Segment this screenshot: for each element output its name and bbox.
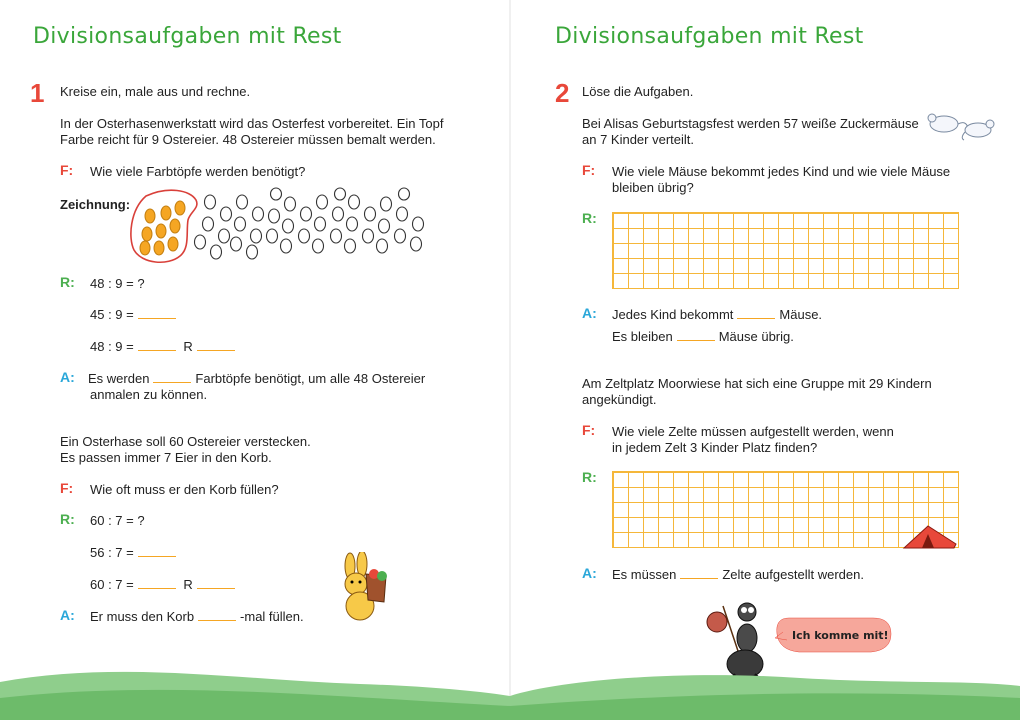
blank-field[interactable] [138,544,176,557]
task-number-1: 1 [30,78,45,108]
calc2-line2: 56 : 7 = [90,544,180,561]
answer-label: A: [60,607,75,623]
calc-label: R: [582,210,597,226]
left-page-title: Divisionsaufgaben mit Rest [33,24,342,49]
task-number-2: 2 [555,78,570,108]
answer2-line: Er muss den Korb -mal füllen. [90,609,304,624]
calc-label: R: [60,274,75,290]
calc-label: R: [60,511,75,527]
task1-instruction: Kreise ein, male aus und rechne. [60,84,251,99]
question-label: F: [582,162,596,178]
blank-field[interactable] [198,608,236,621]
question1-text: Wie viele Farbtöpfe werden benötigt? [90,164,306,179]
story4-line1: Am Zeltplatz Moorwiese hat sich eine Gruppe mit 29 Kindern [582,376,932,391]
story1-line2: Farbe reicht für 9 Ostereier. 48 Ostereier müssen bemalt werden. [60,132,436,147]
story3-line1: Bei Alisas Geburtstagsfest werden 57 weiße Zuckermäuse [582,116,919,131]
right-page-title: Divisionsaufgaben mit Rest [555,24,864,49]
answer4-line: Es müssen Zelte aufgestellt werden. [612,567,864,582]
story2-line1: Ein Osterhase soll 60 Ostereier verstecken. [60,434,311,449]
story4-line2: angekündigt. [582,392,657,407]
calc1-line2: 45 : 9 = [90,306,180,323]
drawing-label: Zeichnung: [60,197,131,212]
story1-line1: In der Osterhasenwerkstatt wird das Osterfest vorbereitet. Ein Topf [60,116,444,131]
speech-text: Ich komme mit! [792,629,889,642]
answer3-line2: Es bleiben Mäuse übrig. [612,329,794,344]
answer3-line1: Jedes Kind bekommt Mäuse. [612,307,823,322]
calc1-line1: 48 : 9 = ? [90,276,145,291]
answer-label: A: [582,305,597,321]
blank-field[interactable] [737,306,775,319]
question3-line2: bleiben übrig? [612,180,694,195]
eggs-drawing[interactable] [128,186,438,266]
right-page [510,0,1020,720]
calc1-line3: 48 : 9 = R [90,338,239,355]
easter-bunny-icon [330,552,392,624]
story2-line2: Es passen immer 7 Eier in den Korb. [60,450,272,465]
question4-line1: Wie viele Zelte müssen aufgestellt werden, wenn [612,424,894,439]
question4-line2: in jedem Zelt 3 Kinder Platz finden? [612,440,818,455]
question3-line1: Wie viele Mäuse bekommt jedes Kind und wie viele Mäuse [612,164,951,179]
hills-footer [0,640,1020,720]
sugar-mice-icon [922,108,1002,142]
tent-icon [900,522,960,550]
answer1-line2: anmalen zu können. [90,387,208,402]
blank-field[interactable] [677,328,715,341]
blank-field[interactable] [197,338,235,351]
question2-text: Wie oft muss er den Korb füllen? [90,482,279,497]
question-label: F: [60,480,74,496]
blank-field[interactable] [197,576,235,589]
question-label: F: [60,162,74,178]
task2-instruction: Löse die Aufgaben. [582,84,694,99]
calc-label: R: [582,469,597,485]
calc2-line1: 60 : 7 = ? [90,513,145,528]
blank-field[interactable] [153,370,191,383]
calc-grid[interactable] [612,212,959,289]
answer-label: A: [60,369,75,385]
blank-field[interactable] [138,338,176,351]
question-label: F: [582,422,596,438]
story3-line2: an 7 Kinder verteilt. [582,132,695,147]
blank-field[interactable] [680,566,718,579]
answer-label: A: [582,565,597,581]
blank-field[interactable] [138,306,176,319]
calc2-line3: 60 : 7 = R [90,576,239,593]
blank-field[interactable] [138,576,176,589]
answer1-line1: Es werden Farbtöpfe benötigt, um alle 48 Ostereier [88,371,426,386]
